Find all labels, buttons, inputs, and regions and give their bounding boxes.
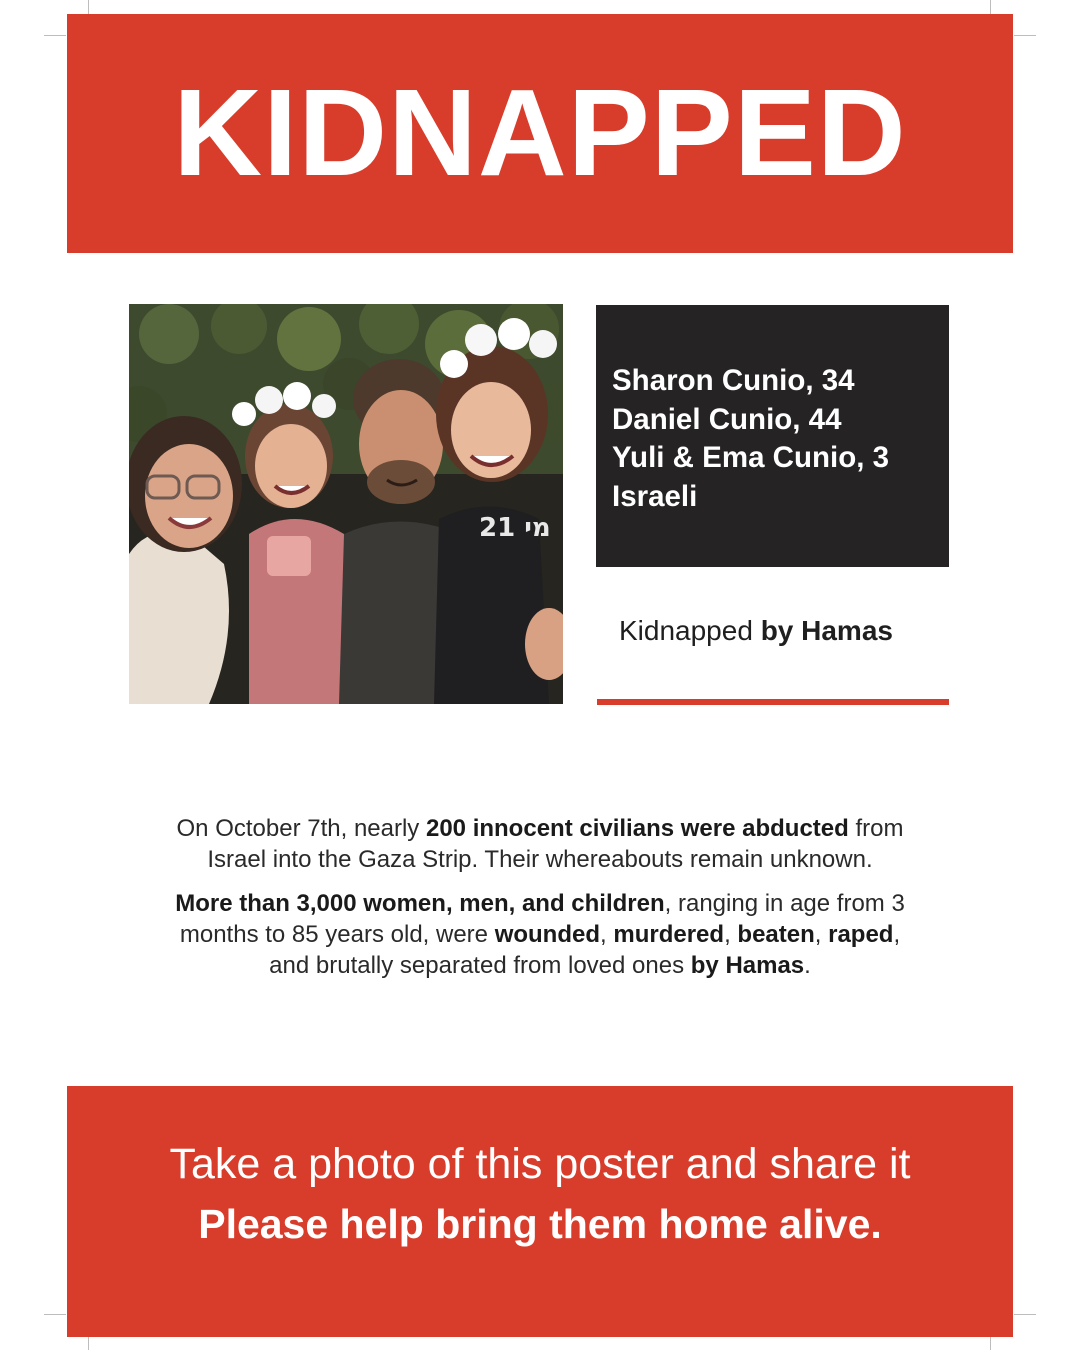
kidnapped-by-perpetrator: by Hamas	[760, 615, 893, 646]
crop-mark	[88, 1337, 89, 1350]
crop-mark	[44, 35, 66, 36]
paragraph-abduction	[120, 813, 960, 875]
text-span-bold: 200 innocent civilians were abducted	[425, 815, 849, 842]
cta-share: Take a photo of this poster and share it	[169, 1140, 911, 1188]
crop-mark	[990, 0, 991, 14]
call-to-action-banner	[67, 1086, 1013, 1337]
text-span-bold: raped	[828, 921, 894, 948]
text-span: from	[848, 815, 904, 842]
crop-mark	[990, 1337, 991, 1350]
text-line: Israel into the Gaza Strip. Their whereabouts remain unknown.	[207, 846, 873, 873]
shirt-text: מי 21	[479, 513, 551, 543]
text-span: and brutally separated from loved ones	[269, 952, 691, 979]
headline: KIDNAPPED	[173, 65, 907, 202]
text-span: On October 7th, nearly	[176, 815, 426, 842]
crop-mark	[1014, 35, 1036, 36]
names-list	[612, 362, 889, 516]
kidnapped-by-text	[619, 615, 893, 647]
crop-mark	[44, 1314, 66, 1315]
text-span-bold: murdered	[613, 921, 725, 948]
headline-banner	[67, 14, 1013, 253]
text-span: ,	[600, 921, 614, 948]
name-line: Daniel Cunio, 44	[612, 402, 842, 436]
cta-plea: Please help bring them home alive.	[198, 1201, 882, 1247]
text-span-bold: beaten	[737, 921, 815, 948]
crop-mark	[88, 0, 89, 14]
name-line: Sharon Cunio, 34	[612, 364, 855, 397]
text-span-bold: by Hamas	[690, 952, 805, 979]
text-span-bold: wounded	[494, 921, 601, 948]
paragraph-victims	[120, 888, 960, 981]
nationality-line: Israeli	[612, 479, 698, 513]
text-span: ,	[814, 921, 829, 948]
text-span: months to 85 years old, were	[179, 921, 495, 948]
kidnapped-by-prefix: Kidnapped	[619, 615, 753, 646]
names-box	[596, 305, 949, 567]
divider-rule	[597, 699, 949, 705]
text-span-bold: More than 3,000 women, men, and children	[175, 890, 665, 917]
family-photo	[129, 304, 563, 704]
text-span: ,	[724, 921, 738, 948]
text-span: ,	[893, 921, 901, 948]
name-line: Yuli & Ema Cunio, 3	[612, 441, 890, 474]
text-span: .	[804, 952, 811, 979]
crop-mark	[1014, 1314, 1036, 1315]
text-span: , ranging in age from 3	[664, 890, 905, 917]
